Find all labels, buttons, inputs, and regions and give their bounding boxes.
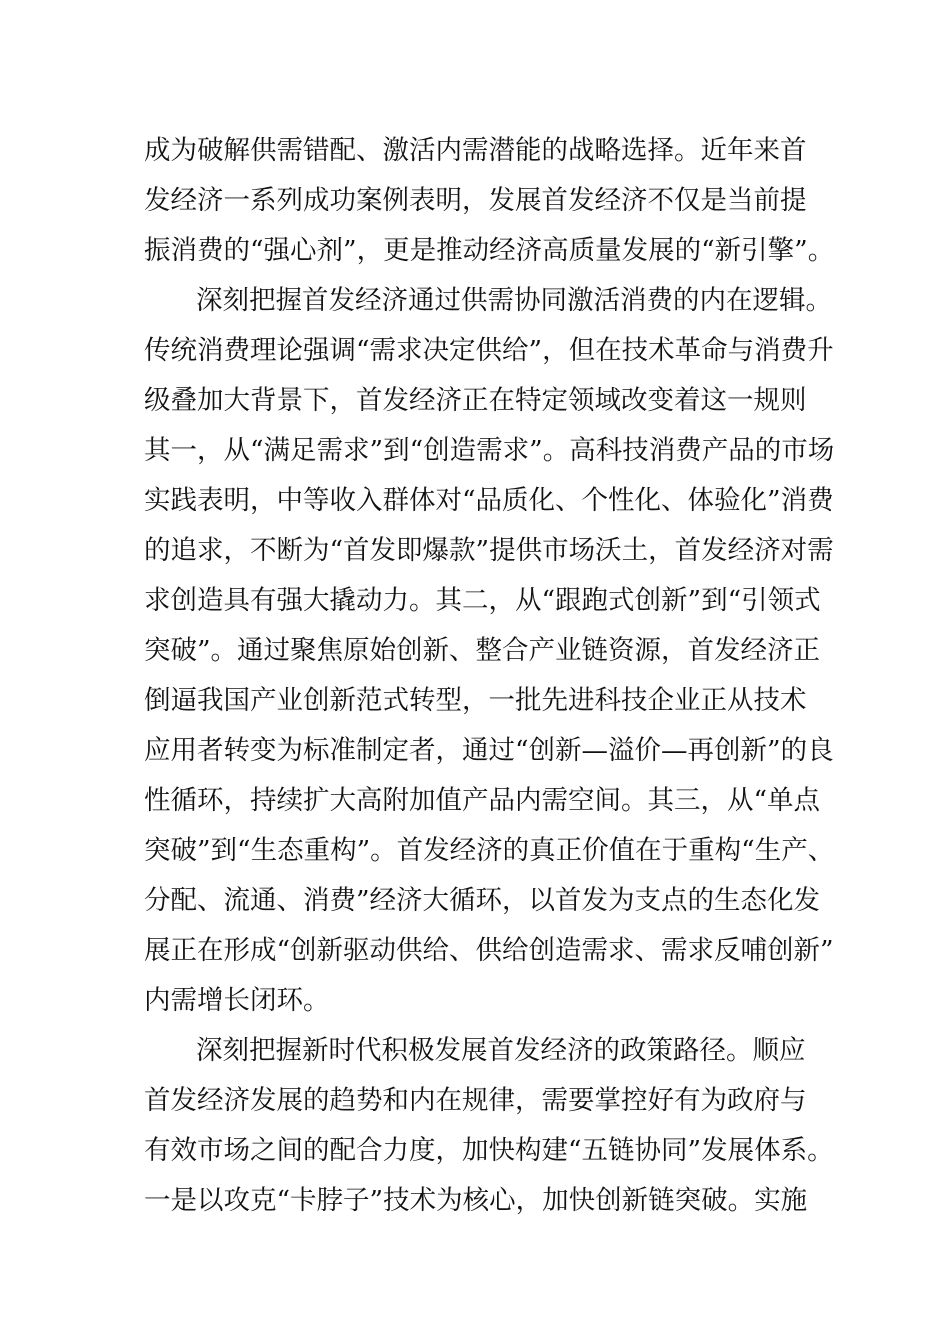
text-line: 发经济一系列成功案例表明，发展首发经济不仅是当前提: [144, 185, 807, 216]
text-line: 应用者转变为标准制定者，通过“创新—溢价—再创新”的良: [144, 735, 834, 766]
text-line: 振消费的“强心剂”，更是推动经济高质量发展的“新引擎”。: [144, 235, 835, 266]
text-line: 的追求，不断为“首发即爆款”提供市场沃土，首发经济对需: [144, 535, 834, 566]
paragraph-first-line: 深刻把握新时代积极发展首发经济的政策路径。顺应: [196, 1035, 806, 1066]
text-line: 实践表明，中等收入群体对“品质化、个性化、体验化”消费: [144, 485, 834, 516]
text-line: 一是以攻克“卡脖子”技术为核心，加快创新链突破。实施: [144, 1185, 808, 1216]
text-line: 求创造具有强大撬动力。其二，从“跟跑式创新”到“引领式: [144, 585, 821, 616]
text-line: 传统消费理论强调“需求决定供给”，但在技术革命与消费升: [144, 335, 834, 366]
text-line: 内需增长闭环。: [144, 985, 330, 1016]
text-line: 倒逼我国产业创新范式转型，一批先进科技企业正从技术: [144, 685, 807, 716]
text-line: 突破”。通过聚焦原始创新、整合产业链资源，首发经济正: [144, 635, 821, 666]
text-line: 成为破解供需错配、激活内需潜能的战略选择。近年来首: [144, 135, 807, 166]
text-line: 其一，从“满足需求”到“创造需求”。高科技消费产品的市场: [144, 435, 835, 466]
text-line: 级叠加大背景下，首发经济正在特定领域改变着这一规则: [144, 385, 807, 416]
body-text: [144, 126, 835, 1226]
text-line: 有效市场之间的配合力度，加快构建“五链协同”发展体系。: [144, 1135, 834, 1166]
text-line: 展正在形成“创新驱动供给、供给创造需求、需求反哺创新”: [144, 935, 834, 966]
text-line: 突破”到“生态重构”。首发经济的真正价值在于重构“生产、: [144, 835, 835, 866]
text-line: 性循环，持续扩大高附加值产品内需空间。其三，从“单点: [144, 785, 821, 816]
text-line: 首发经济发展的趋势和内在规律，需要掌控好有为政府与: [144, 1085, 807, 1116]
text-line: 分配、流通、消费”经济大循环，以首发为支点的生态化发: [144, 885, 821, 916]
paragraph-first-line: 深刻把握首发经济通过供需协同激活消费的内在逻辑。: [196, 285, 832, 316]
